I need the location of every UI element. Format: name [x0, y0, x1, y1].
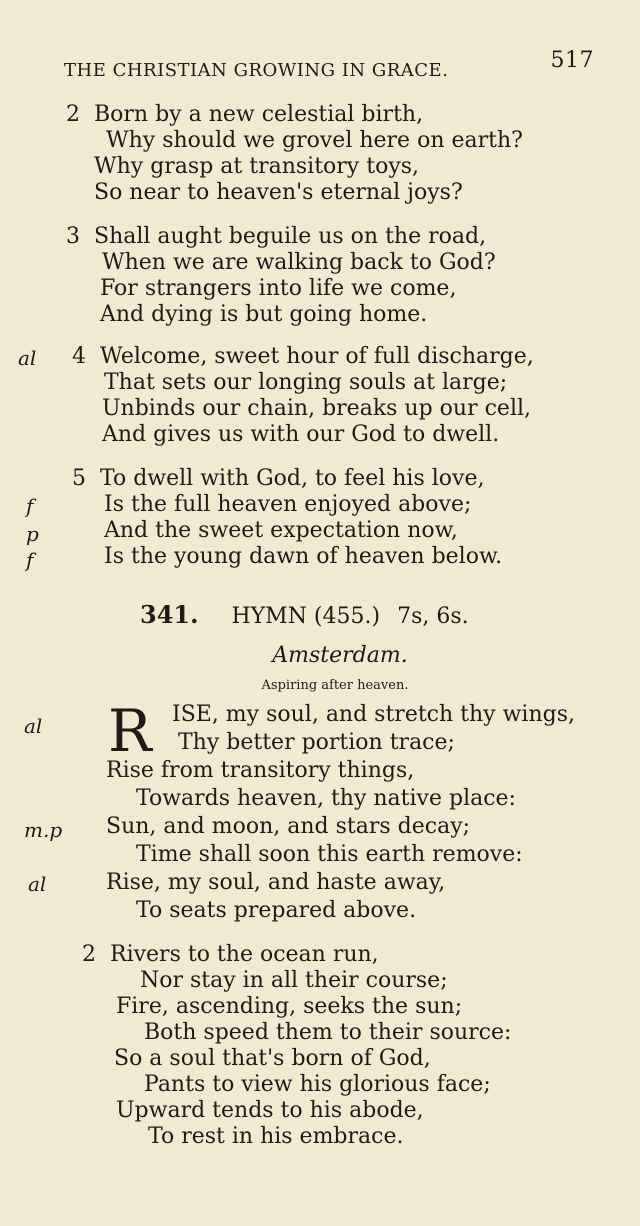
verse-line: To seats prepared above.	[136, 898, 417, 923]
verse-line: Both speed them to their source:	[144, 1020, 512, 1045]
verse-number: 4	[72, 344, 86, 369]
verse-line: When we are walking back to God?	[102, 250, 496, 275]
verse-line: Time shall soon this earth remove:	[136, 842, 523, 867]
verse-line: Pants to view his glorious face;	[144, 1072, 491, 1097]
verse-line: Nor stay in all their course;	[140, 968, 448, 993]
page-number: 517	[550, 48, 594, 73]
verse-line: And dying is but going home.	[100, 302, 428, 327]
verse-number: 5	[72, 466, 86, 491]
dynamic-mark: m.p	[24, 818, 63, 842]
verse-line: Born by a new celestial birth,	[94, 102, 424, 127]
verse-line: Shall aught beguile us on the road,	[94, 224, 487, 249]
dynamic-mark: al	[24, 714, 43, 738]
verse-line: Towards heaven, thy native place:	[136, 786, 516, 811]
verse-line: Rise, my soul, and haste away,	[106, 870, 446, 895]
verse-line: Thy better portion trace;	[178, 730, 455, 755]
verse-line: Welcome, sweet hour of full discharge,	[100, 344, 534, 369]
verse-line: To dwell with God, to feel his love,	[100, 466, 485, 491]
verse-number: 3	[66, 224, 80, 249]
verse-line: For strangers into life we come,	[100, 276, 457, 301]
verse-number: 2	[82, 942, 96, 967]
dynamic-mark: al	[18, 346, 37, 370]
tune-name: Amsterdam.	[272, 643, 408, 668]
running-title: THE CHRISTIAN GROWING IN GRACE.	[64, 60, 449, 81]
verse-line: And gives us with our God to dwell.	[102, 422, 500, 447]
verse-line: So near to heaven's eternal joys?	[94, 180, 463, 205]
verse-line: Is the young dawn of heaven below.	[104, 544, 503, 569]
verse-line: ISE, my soul, and stretch thy wings,	[172, 702, 576, 727]
dynamic-mark: p	[26, 522, 39, 546]
dynamic-mark: f	[26, 548, 34, 572]
verse-line: Why grasp at transitory toys,	[94, 154, 420, 179]
verse-line: Why should we grovel here on earth?	[106, 128, 523, 153]
hymn-heading	[140, 600, 469, 629]
hymn-subject: Aspiring after heaven.	[261, 678, 409, 693]
dynamic-mark: al	[28, 872, 47, 896]
verse-line: Rise from transitory things,	[106, 758, 415, 783]
verse-number: 2	[66, 102, 80, 127]
hymn-label: HYMN (455.)	[231, 604, 381, 629]
verse-line: Upward tends to his abode,	[116, 1098, 424, 1123]
verse-line: So a soul that's born of God,	[114, 1046, 431, 1071]
verse-line: Is the full heaven enjoyed above;	[104, 492, 472, 517]
verse-line: Unbinds our chain, breaks up our cell,	[102, 396, 532, 421]
verse-line: Rivers to the ocean run,	[110, 942, 379, 967]
running-header	[64, 48, 604, 82]
verse-line: That sets our longing souls at large;	[104, 370, 508, 395]
verse-line: Fire, ascending, seeks the sun;	[116, 994, 463, 1019]
verse-line: To rest in his embrace.	[148, 1124, 404, 1149]
drop-cap: R	[108, 697, 152, 765]
hymn-number: 341.	[140, 600, 199, 629]
verse-line: And the sweet expectation now,	[104, 518, 458, 543]
verse-line: Sun, and moon, and stars decay;	[106, 814, 471, 839]
hymn-meter: 7s, 6s.	[397, 604, 469, 629]
dynamic-mark: f	[26, 494, 34, 518]
